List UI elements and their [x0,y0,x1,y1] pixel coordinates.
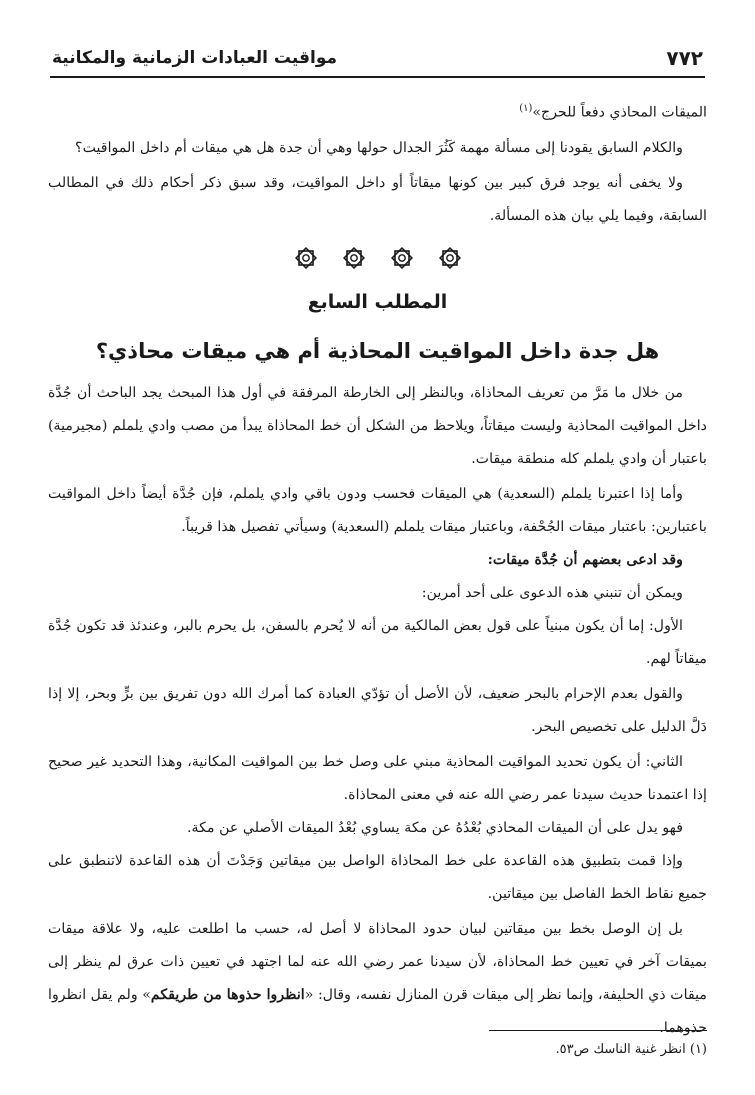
footnote [556,1042,708,1057]
ornament-icon [391,247,413,269]
footnote-marker: (١) [519,103,533,114]
section-ornaments [48,241,707,275]
running-title: مواقيت العبادات الزمانية والمكانية [52,48,337,68]
page-header [50,40,705,78]
paragraph: والكلام السابق يقودنا إلى مسألة مهمة كَثُرَ الجدال حولها وهي أن جدة هل هي ميقات أم داخل المواقيت؟ [75,139,683,156]
section-label: المطلب السابع [307,290,448,313]
section-title: هل جدة داخل المواقيت المحاذية أم هي ميقات محاذي؟ [95,338,660,363]
paragraph-text: بل إن الوصل بخط بين ميقاتين لبيان حدود المحاذاة لا أصل له، حسب ما اطلعت عليه، ولا علاقة ميقات بميقات آخر في تعيين خط المحاذاة، لأن سيدنا عمر رضي الله عنه لما اجتهد في تعيين ذات عرق لم ينظر إلى ميقات ذي الحليفة، وإنما نظر إلى ميقات قرن المنازل نفسه، وقال: « [48,920,707,1003]
paragraph [48,913,707,1045]
paragraph: وإذا قمت بتطبيق هذه القاعدة على خط المحاذاة الواصل بين ميقاتين وَجَدْتَ أن هذه القاعدة لاتنطبق على جميع نقاط الخط الفاصل بين ميقاتين. [48,852,707,902]
paragraph: فهو يدل على أن الميقات المحاذي بُعْدُهُ عن مكة يساوي بُعْدُ الميقات الأصلي عن مكة. [187,819,683,836]
paragraph: ولا يخفى أنه يوجد فرق كبير بين كونها ميقاتاً أو داخل المواقيت، وقد سبق ذكر أحكام ذلك في المطالب السابقة، وفيما يلي بيان هذه المسألة. [48,174,707,224]
paragraph-bold: وقد ادعى بعضهم أن جُدَّة ميقات: [487,551,683,568]
ornament-icon [295,247,317,269]
footnote-number: (١) [689,1042,707,1057]
ornament-icon [439,247,461,269]
footnote-text: انظر غنية الناسك ص٥٣. [555,1042,686,1057]
paragraph: والقول بعدم الإحرام بالبحر ضعيف، لأن الأصل أن تؤدّي العبادة كما أمرك الله دون تفريق بين برٍّ وبحر، إلا إذا دَلَّ الدليل على تخصيص البحر. [48,685,707,735]
ornament-icon [343,247,365,269]
page-content [48,92,707,1045]
paragraph: الأول: إما أن يكون مبنياً على قول بعض المالكية من أنه لا يُحرم بالسفن، بل يحرم بالبر، وعندئذ قد تكون جُدَّة ميقاتاً لهم. [48,617,707,667]
paragraph: ويمكن أن تنبني هذه الدعوى على أحد أمرين: [421,584,683,601]
paragraph-text: الميقات المحاذي دفعاً للحرج» [532,104,707,121]
page-number: ٧٧٢ [666,46,703,70]
paragraph-text: » ولم يقل انظروا حذوهما. [48,986,707,1036]
quoted-hadith: انظروا حذوها من طريقكم [150,986,305,1003]
paragraph: من خلال ما مَرَّ من تعريف المحاذاة، وبالنظر إلى الخارطة المرفقة في أول هذا المبحث يجد الباحث أن جُدَّة داخل المواقيت المحاذية وليست ميقاتاً، ويلاحظ من الشكل أن خط المحاذاة يبدأ من مصب وادي يلملم (مجيرمية) باعتبار أن وادي يلملم كله منطقة ميقات. [48,384,707,467]
paragraph [48,92,707,130]
paragraph: وأما إذا اعتبرنا يلملم (السعدية) هي الميقات فحسب ودون باقي وادي يلملم، فإن جُدَّة أيضاً داخل المواقيت باعتبارين: باعتبار ميقات الجُحْفة، وباعتبار ميقات يلملم (السعدية) وسيأتي تفصيل هذا قريباً. [48,485,707,535]
paragraph: الثاني: أن يكون تحديد المواقيت المحاذية مبني على وصل خط بين المواقيت المكانية، وهذا التحديد غير صحيح إذا اعتمدنا حديث سيدنا عمر رضي الله عنه في معنى المحاذاة. [48,753,707,803]
footnote-divider [489,1030,707,1031]
